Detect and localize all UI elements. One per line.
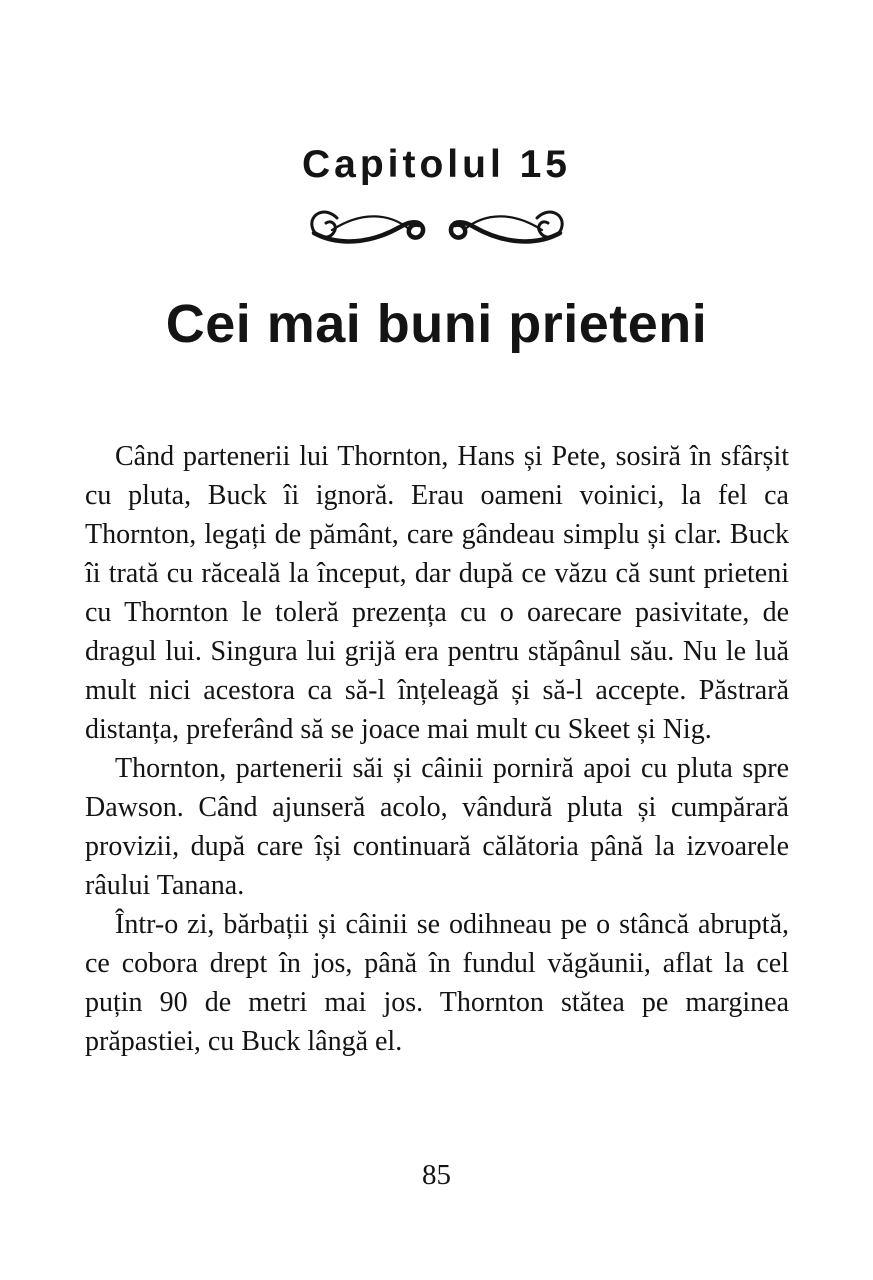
body-paragraph: Când partenerii lui Thornton, Hans și Pete, sosiră în sfârșit cu pluta, Buck îi ignoră. Erau oameni voinici, la fel ca Thornton, legați de pământ, care gândeau simplu și clar. Buck îi trată cu răceală la început, dar după ce văzu că sunt prieteni cu Thornton le toleră prezența cu o oarecare pasivitate, de dragul lui. Singura lui grijă era pentru stăpânul său. Nu le luă mult nici acestora ca să-l înțeleagă și să-l accepte. Păstrară distanța, preferând să se joace mai mult cu Skeet și Nig.: [85, 441, 789, 745]
body-text: [85, 437, 789, 1061]
page-number: 85: [422, 1159, 451, 1191]
chapter-title: Cei mai buni prieteni: [165, 294, 708, 354]
body-paragraph: Thornton, partenerii săi și câinii porniră apoi cu pluta spre Dawson. Când ajunseră acolo, vândură pluta și cumpărară provizii, după care își continuară călătoria până la izvoarele râului Tanana.: [85, 753, 789, 901]
chapter-label: Capitolul 15: [301, 143, 572, 186]
divider-flourish-icon: [306, 203, 568, 249]
body-paragraph: Într-o zi, bărbații și câinii se odihneau pe o stâncă abruptă, ce cobora drept în jos, până în fundul văgăunii, aflat la cel puțin 90 de metri mai jos. Thornton stătea pe marginea prăpastiei, cu Buck lângă el.: [85, 909, 789, 1057]
